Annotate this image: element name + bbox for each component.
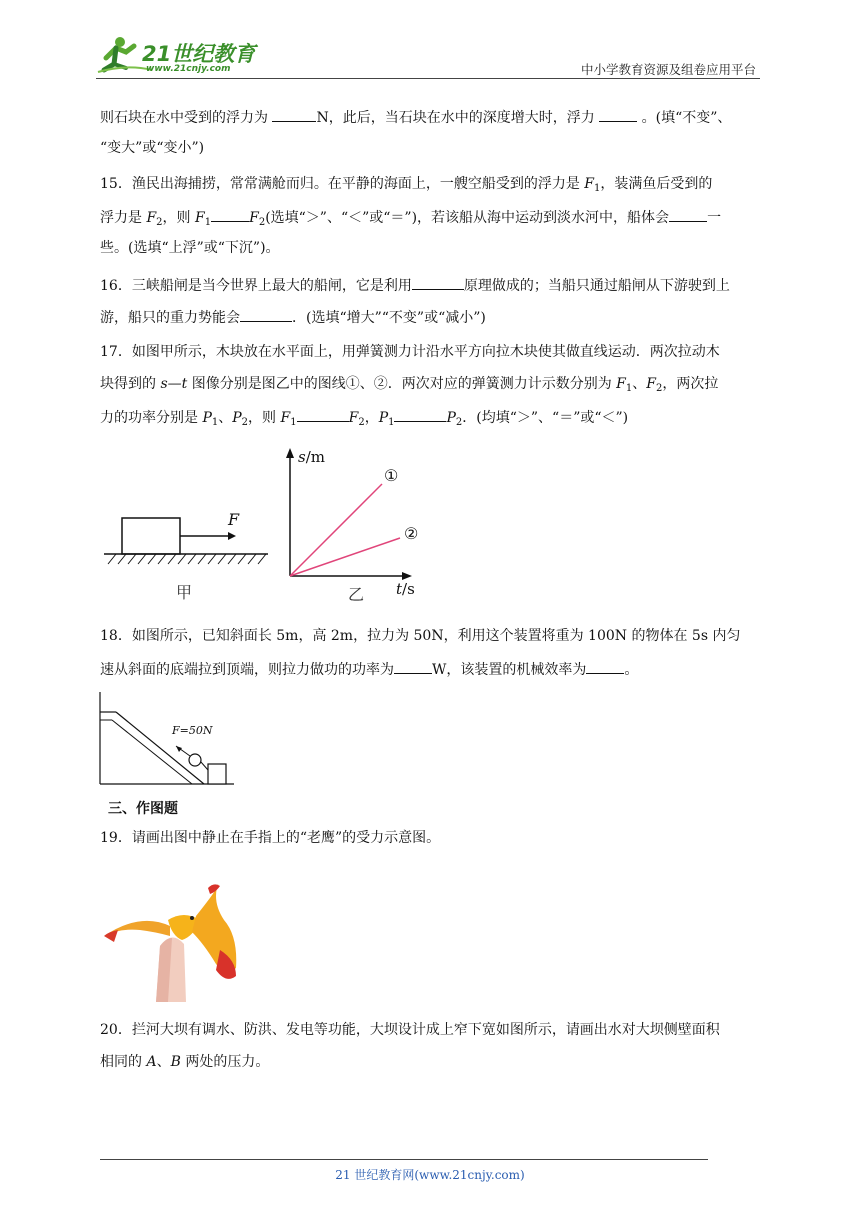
line-2-label: ② <box>404 524 419 543</box>
force-50n-label: F=50N <box>172 724 213 737</box>
q14-line-1: 则石块在水中受到的浮力为 N，此后，当石块在水中的深度增大时，浮力 。(填“不变”、 <box>100 106 731 128</box>
q20-line-2: 相同的 A、B 两处的压力。 <box>100 1054 270 1070</box>
q17-line-3: 力的功率分别是 $P_1$、$P_2$，则 $F_1$ $F_2$，$P_1$ $P_2$．(均填“＞”、“＝”或“＜”) <box>100 406 628 428</box>
logo-url: www.21cnjy.com <box>146 64 231 74</box>
section-heading: 三、作图题 <box>108 801 178 817</box>
answer-blank[interactable] <box>211 206 249 222</box>
line-1-label: ① <box>384 466 399 485</box>
answer-blank[interactable] <box>240 306 292 322</box>
header-platform-text: 中小学教育资源及组卷应用平台 <box>580 62 756 77</box>
q16-line-2: 游，船只的重力势能会 ．(选填“增大”“不变”或“减小”) <box>100 306 486 328</box>
answer-blank[interactable] <box>394 406 446 422</box>
answer-blank[interactable] <box>297 406 349 422</box>
header-logo <box>96 34 266 76</box>
q17-line-2: 块得到的 s—t 图像分别是图乙中的图线①、②．两次对应的弹簧测力计示数分别为 $F_1$、$F_2$，两次拉 <box>100 376 719 394</box>
answer-blank[interactable] <box>412 274 464 290</box>
q16-line-1: 16．三峡船闸是当今世界上最大的船闸，它是利用 原理做成的；当船只通过船闸从下游驶到上 <box>100 274 730 296</box>
s-axis-label: s/m <box>298 448 325 466</box>
q15-line-2: 浮力是 $F_2$，则 $F_1$ $F_2$(选填“＞”、“＜”或“＝”)，若该船从海中运动到淡水河中，船体会 一 <box>100 206 721 228</box>
answer-blank[interactable] <box>586 658 624 674</box>
eagle-toy-photo <box>100 880 250 1002</box>
logo-text: 21世纪教育 <box>142 42 256 66</box>
answer-blank[interactable] <box>669 206 707 222</box>
answer-blank[interactable] <box>599 106 637 122</box>
q14-line-2: “变大”或“变小”) <box>100 140 205 156</box>
answer-blank[interactable] <box>394 658 432 674</box>
force-label: F <box>228 510 240 529</box>
q18-line-2: 速从斜面的底端拉到顶端，则拉力做功的功率为 W，该装置的机械效率为 。 <box>100 658 638 680</box>
fig-label-jia: 甲 <box>176 583 193 602</box>
graph-line-2 <box>290 538 400 576</box>
q18-line-1: 18．如图所示，已知斜面长 5m，高 2m，拉力为 50N，利用这个装置将重为 100N 的物体在 5s 内匀 <box>100 628 741 644</box>
header-divider <box>96 78 760 79</box>
q17-line-1: 17．如图甲所示，木块放在水平面上，用弹簧测力计沿水平方向拉木块使其做直线运动．两次拉动木 <box>100 344 720 360</box>
q17-figure <box>100 446 430 606</box>
q15-line-3: 些。(选填“上浮”或“下沉”)。 <box>100 240 280 256</box>
eagle-on-finger-illustration <box>100 880 250 1002</box>
pulley <box>189 754 201 766</box>
incline-surface <box>116 712 204 784</box>
footer-text: 21 世纪教育网(www.21cnjy.com) <box>335 1168 525 1182</box>
answer-blank[interactable] <box>272 106 316 122</box>
q19-line-1: 19．请画出图中静止在手指上的“老鹰”的受力示意图。 <box>100 830 441 846</box>
q20-line-1: 20．拦河大坝有调水、防洪、发电等功能，大坝设计成上窄下宽如图所示，请画出水对大坝侧壁面积 <box>100 1022 720 1038</box>
q18-figure <box>98 690 238 786</box>
graph-line-1 <box>290 484 382 576</box>
t-axis-label: t/s <box>396 580 415 598</box>
object-box <box>208 764 226 784</box>
fig-label-yi: 乙 <box>348 585 365 604</box>
wooden-block <box>122 518 180 554</box>
q15-line-1: 15．渔民出海捕捞，常常满舱而归。在平静的海面上，一艘空船受到的浮力是 $F_1$，装满鱼后受到的 <box>100 176 713 194</box>
footer-divider <box>100 1159 708 1160</box>
